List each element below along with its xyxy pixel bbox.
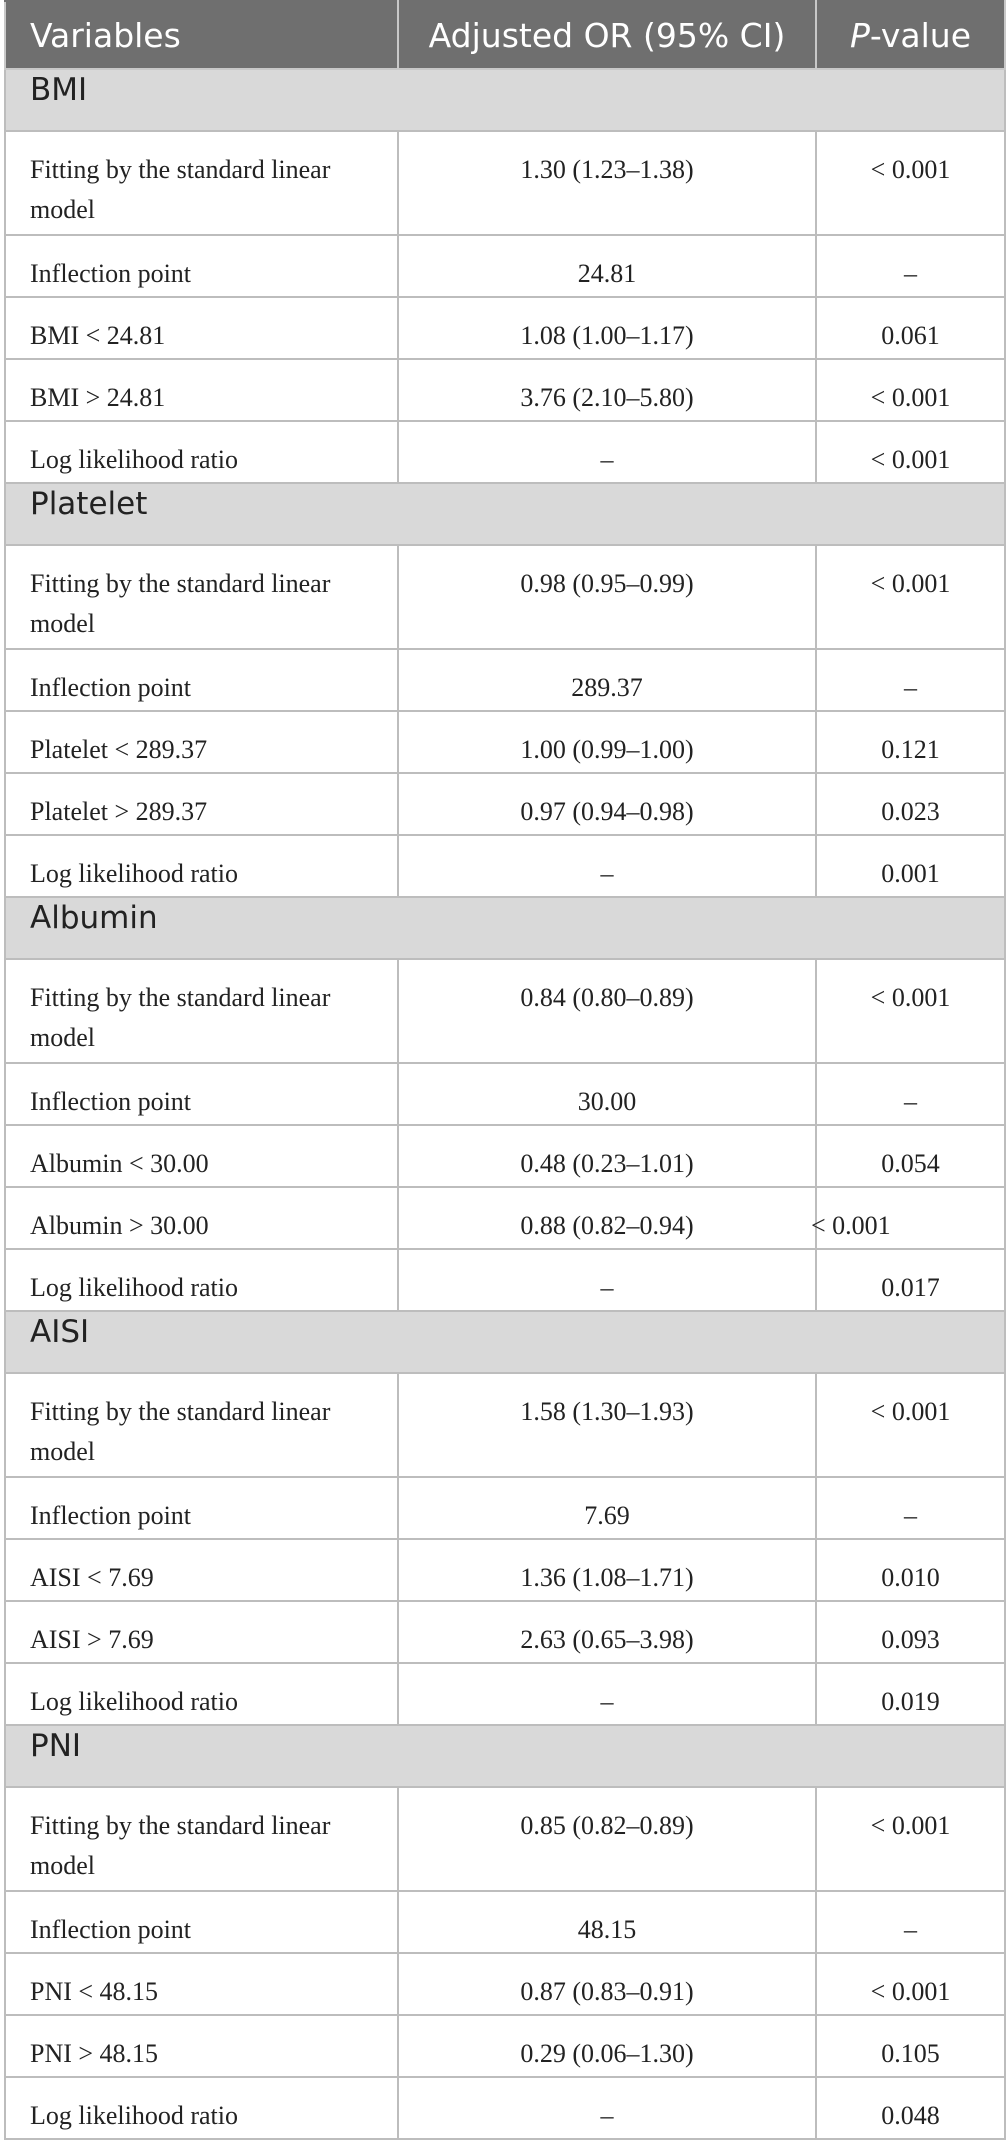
row-label: Fitting by the standard linear model: [5, 131, 398, 235]
row-p: 0.061: [816, 297, 1005, 359]
row-p: 0.093: [816, 1601, 1005, 1663]
row-label: Inflection point: [5, 1477, 398, 1539]
table-row: [5, 1663, 1005, 1725]
row-or: 1.00 (0.99–1.00): [398, 711, 816, 773]
row-or: 0.85 (0.82–0.89): [398, 1787, 816, 1891]
table-body: [5, 69, 1005, 2139]
table-row: [5, 1249, 1005, 1311]
row-p: 0.001: [816, 835, 1005, 897]
table-row: [5, 1953, 1005, 2015]
row-label: Log likelihood ratio: [5, 421, 398, 483]
row-p: 0.054: [816, 1125, 1005, 1187]
row-p: < 0.001: [816, 545, 1005, 649]
section-row-bmi: [5, 69, 1005, 131]
row-label: PNI < 48.15: [5, 1953, 398, 2015]
table-row: [5, 359, 1005, 421]
header-p-italic: P: [849, 15, 870, 55]
row-or: 0.88 (0.82–0.94): [398, 1187, 816, 1249]
section-title: BMI: [5, 69, 1005, 131]
table-row: [5, 773, 1005, 835]
row-label: Inflection point: [5, 649, 398, 711]
row-label: Log likelihood ratio: [5, 1249, 398, 1311]
row-p: < 0.001: [816, 1373, 1005, 1477]
row-or: 24.81: [398, 235, 816, 297]
row-or: 3.76 (2.10–5.80): [398, 359, 816, 421]
row-p: 0.019: [816, 1663, 1005, 1725]
row-label: AISI > 7.69: [5, 1601, 398, 1663]
table-row: [5, 131, 1005, 235]
row-label: Inflection point: [5, 1063, 398, 1125]
row-label: Platelet < 289.37: [5, 711, 398, 773]
row-label: Log likelihood ratio: [5, 835, 398, 897]
section-row-albumin: [5, 897, 1005, 959]
row-or: 1.58 (1.30–1.93): [398, 1373, 816, 1477]
row-p: < 0.001: [816, 131, 1005, 235]
row-label: AISI < 7.69: [5, 1539, 398, 1601]
row-or: 1.08 (1.00–1.17): [398, 297, 816, 359]
row-or: –: [398, 2077, 816, 2139]
row-p: < 0.001: [816, 359, 1005, 421]
row-label: PNI > 48.15: [5, 2015, 398, 2077]
row-p-value: < 0.001: [811, 1211, 891, 1240]
row-or: 2.63 (0.65–3.98): [398, 1601, 816, 1663]
row-or: –: [398, 1663, 816, 1725]
section-row-platelet: [5, 483, 1005, 545]
row-label: Fitting by the standard linear model: [5, 959, 398, 1063]
row-p: 0.105: [816, 2015, 1005, 2077]
row-p: 0.048: [816, 2077, 1005, 2139]
table-row: [5, 1063, 1005, 1125]
section-title: AISI: [5, 1311, 1005, 1373]
row-label: Albumin < 30.00: [5, 1125, 398, 1187]
row-p: –: [816, 235, 1005, 297]
table-row: [5, 421, 1005, 483]
table-row: [5, 1125, 1005, 1187]
table-row: [5, 1539, 1005, 1601]
header-row: [5, 1, 1005, 69]
table-row: [5, 649, 1005, 711]
row-or: –: [398, 421, 816, 483]
row-label: Fitting by the standard linear model: [5, 1373, 398, 1477]
table-row: [5, 1787, 1005, 1891]
row-label: BMI < 24.81: [5, 297, 398, 359]
table-row: [5, 2015, 1005, 2077]
section-row-pni: [5, 1725, 1005, 1787]
row-or: 289.37: [398, 649, 816, 711]
row-p: [811, 1187, 1005, 1249]
results-table: [4, 0, 1006, 2140]
row-or: 0.98 (0.95–0.99): [398, 545, 816, 649]
row-or: 7.69: [398, 1477, 816, 1539]
row-or: –: [398, 1249, 816, 1311]
row-label: BMI > 24.81: [5, 359, 398, 421]
row-p: –: [816, 1891, 1005, 1953]
table-row: [5, 835, 1005, 897]
row-label: Fitting by the standard linear model: [5, 545, 398, 649]
row-p: –: [816, 649, 1005, 711]
row-label: Fitting by the standard linear model: [5, 1787, 398, 1891]
row-p: < 0.001: [816, 959, 1005, 1063]
row-or: 48.15: [398, 1891, 816, 1953]
row-label: Inflection point: [5, 1891, 398, 1953]
table-row: [5, 711, 1005, 773]
row-or: 0.84 (0.80–0.89): [398, 959, 816, 1063]
row-label: Inflection point: [5, 235, 398, 297]
table-row: [5, 1477, 1005, 1539]
row-p: < 0.001: [816, 1953, 1005, 2015]
row-label: Platelet > 289.37: [5, 773, 398, 835]
table-row: [5, 959, 1005, 1063]
table-row: [5, 1373, 1005, 1477]
section-title: PNI: [5, 1725, 1005, 1787]
row-or: 0.87 (0.83–0.91): [398, 1953, 816, 2015]
table-row: [5, 2077, 1005, 2139]
row-or: 30.00: [398, 1063, 816, 1125]
row-or: 0.29 (0.06–1.30): [398, 2015, 816, 2077]
table-row: [5, 545, 1005, 649]
row-p: 0.017: [816, 1249, 1005, 1311]
row-or: 1.36 (1.08–1.71): [398, 1539, 816, 1601]
row-or: 0.97 (0.94–0.98): [398, 773, 816, 835]
results-table-container: [4, 0, 1004, 2140]
section-title: Albumin: [5, 897, 1005, 959]
row-label: Log likelihood ratio: [5, 2077, 398, 2139]
table-row: [5, 1891, 1005, 1953]
section-row-aisi: [5, 1311, 1005, 1373]
row-p: < 0.001: [816, 1787, 1005, 1891]
row-label: Albumin > 30.00: [5, 1187, 398, 1249]
header-adjusted-or: Adjusted OR (95% CI): [398, 1, 816, 69]
row-or: 0.48 (0.23–1.01): [398, 1125, 816, 1187]
row-label: Log likelihood ratio: [5, 1663, 398, 1725]
row-p: 0.010: [816, 1539, 1005, 1601]
table-row: [5, 1601, 1005, 1663]
row-p: < 0.001: [816, 421, 1005, 483]
row-or: –: [398, 835, 816, 897]
table-row: [5, 297, 1005, 359]
row-p: 0.121: [816, 711, 1005, 773]
table-row: [5, 235, 1005, 297]
section-title: Platelet: [5, 483, 1005, 545]
header-p-rest: -value: [869, 15, 972, 55]
table-row: [5, 1187, 1005, 1249]
row-p: –: [816, 1063, 1005, 1125]
row-or: 1.30 (1.23–1.38): [398, 131, 816, 235]
row-p: –: [816, 1477, 1005, 1539]
row-p: 0.023: [816, 773, 1005, 835]
header-p-value: [816, 1, 1005, 69]
header-variables: Variables: [5, 1, 398, 69]
